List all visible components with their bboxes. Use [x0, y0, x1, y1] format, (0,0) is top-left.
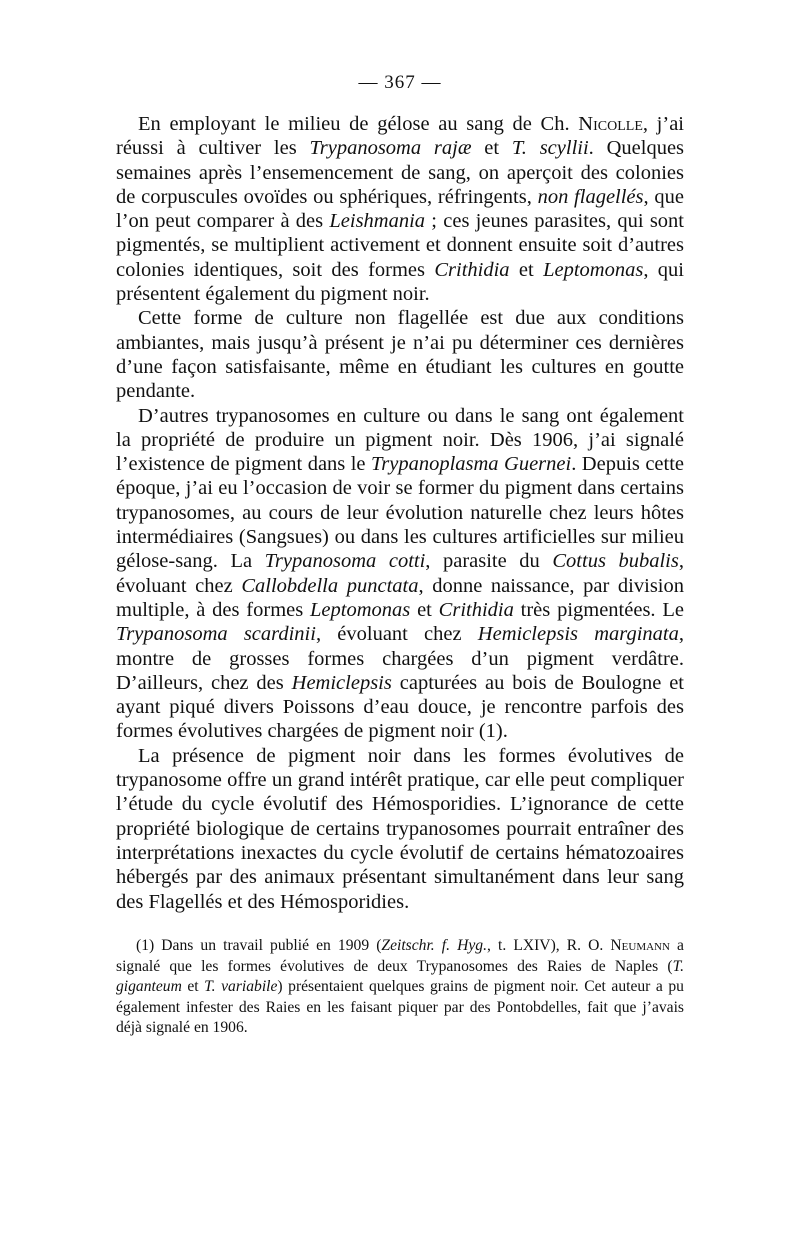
author-name: Neumann [610, 937, 670, 954]
italic-term: Cottus bubalis [552, 550, 679, 573]
text-run: . Depuis cette époque, j’ai eu l’occasion de voir se former du pigment dans certains trypanosomes, au cours de leur évolution naturelle chez leurs hôtes intermédiaires (Sangsues) ou dans les cultures artificielles sur milieu gélose-sang. La [116, 453, 685, 573]
italic-term: Leptomonas [310, 598, 411, 621]
text-run: très pigmentées. Le [513, 598, 684, 621]
italic-term: T. variabile [204, 978, 278, 995]
italic-term: Callobdella punctata [241, 574, 419, 597]
text-run: et [410, 598, 439, 621]
text-run: , évoluant chez [315, 623, 478, 646]
text-run: a signalé que les formes évolutives de deux Trypanosomes des Raies de Naples ( [116, 937, 684, 975]
body-text [116, 112, 684, 914]
text-run: . Quelques semaines après l’ensemencement de sang, on aperçoit des colonies de corpuscules ovoïdes ou sphériques, réfringents, [116, 137, 685, 208]
text-run: (1) Dans un travail publié en 1909 ( [136, 937, 382, 954]
paragraph [116, 306, 684, 403]
italic-term: Trypanosoma scardinii [116, 623, 316, 646]
italic-term: Hemiclepsis [291, 671, 392, 694]
text-run: et [509, 258, 544, 281]
text-run: , évoluant chez [116, 550, 684, 597]
paragraph [116, 112, 684, 306]
text-run: ) présentaient quelques grains de pigment noir. Cet auteur a pu également infester des Raies en les faisant piquer par des Pontobdelles, fait que j’avais déjà signalé en 1906. [116, 978, 684, 1036]
text-run: , qui présentent également du pigment noir. [116, 258, 684, 306]
text-run: D’autres trypanosomes en culture ou dans le sang ont également la propriété de produire un pigment noir. Dès 1906, j’ai signalé l’existence de pigment dans le [116, 404, 684, 476]
paragraph [116, 404, 684, 744]
text-run: Cette forme de culture non flagellée est due aux conditions ambiantes, mais jusqu’à présent je n’ai pu déterminer ces dernières d’une façon satisfaisante, même en étudiant les cultures en goutte pendante. [116, 307, 684, 403]
author-name: Nicolle [578, 113, 643, 135]
text-run: , j’ai réussi à cultiver les [116, 113, 684, 160]
italic-term: Trypanosoma cotti [264, 550, 426, 573]
footnotes [116, 936, 684, 1039]
text-run: , que l’on peut comparer à des [116, 185, 684, 233]
italic-term: Trypanoplasma Guernei [370, 453, 572, 476]
text-run: capturées au bois de Boulogne et ayant piqué divers Poissons d’eau douce, je rencontre parfois des formes évolutives chargées de pigment noir (1). [116, 671, 685, 743]
paragraph [116, 744, 684, 914]
italic-term: T. giganteum [116, 957, 684, 995]
italic-term: Crithidia [434, 258, 510, 281]
italic-term: Crithidia [438, 598, 514, 621]
italic-term: Trypanosoma rajæ [309, 137, 472, 160]
text-run: , montre de grosses formes chargées d’un pigment verdâtre. D’ailleurs, chez des [116, 623, 684, 694]
text-run: ; ces jeunes parasites, qui sont pigmentés, se multiplient activement et donnent ensuite soit d’autres colonies identiques, soit des formes [116, 210, 684, 281]
italic-term: Leishmania [329, 210, 426, 233]
text-run: , parasite du [425, 550, 553, 573]
italic-term: non flagellés [537, 185, 644, 208]
italic-term: Zeitschr. f. Hyg. [381, 937, 487, 954]
text-run: et [471, 137, 512, 160]
italic-term: Leptomonas [543, 258, 644, 281]
italic-term: T. scyllii [511, 137, 589, 160]
text-run: En employant le milieu de gélose au sang de Ch. [138, 113, 579, 135]
footnote [116, 936, 684, 1039]
text-run: et [181, 978, 205, 995]
text-run: , t. LXIV), R. O. [487, 937, 611, 954]
italic-term: Hemiclepsis marginata [477, 623, 679, 646]
text-run: , donne naissance, par division multiple, à des formes [116, 574, 684, 621]
page-number: — 367 — [358, 72, 442, 93]
text-run: La présence de pigment noir dans les formes évolutives de trypanosome offre un grand intérêt pratique, car elle peut compliquer l’étude du cycle évolutif des Hémosporidies. L’ignorance de cette propriété biologique de certains trypanosomes pourrait entraîner des interprétations inexactes du cycle évolutif de certains hématozoaires hébergés par des animaux présentant simultanément dans leur sang des Flagellés et des Hémosporidies. [116, 744, 684, 913]
